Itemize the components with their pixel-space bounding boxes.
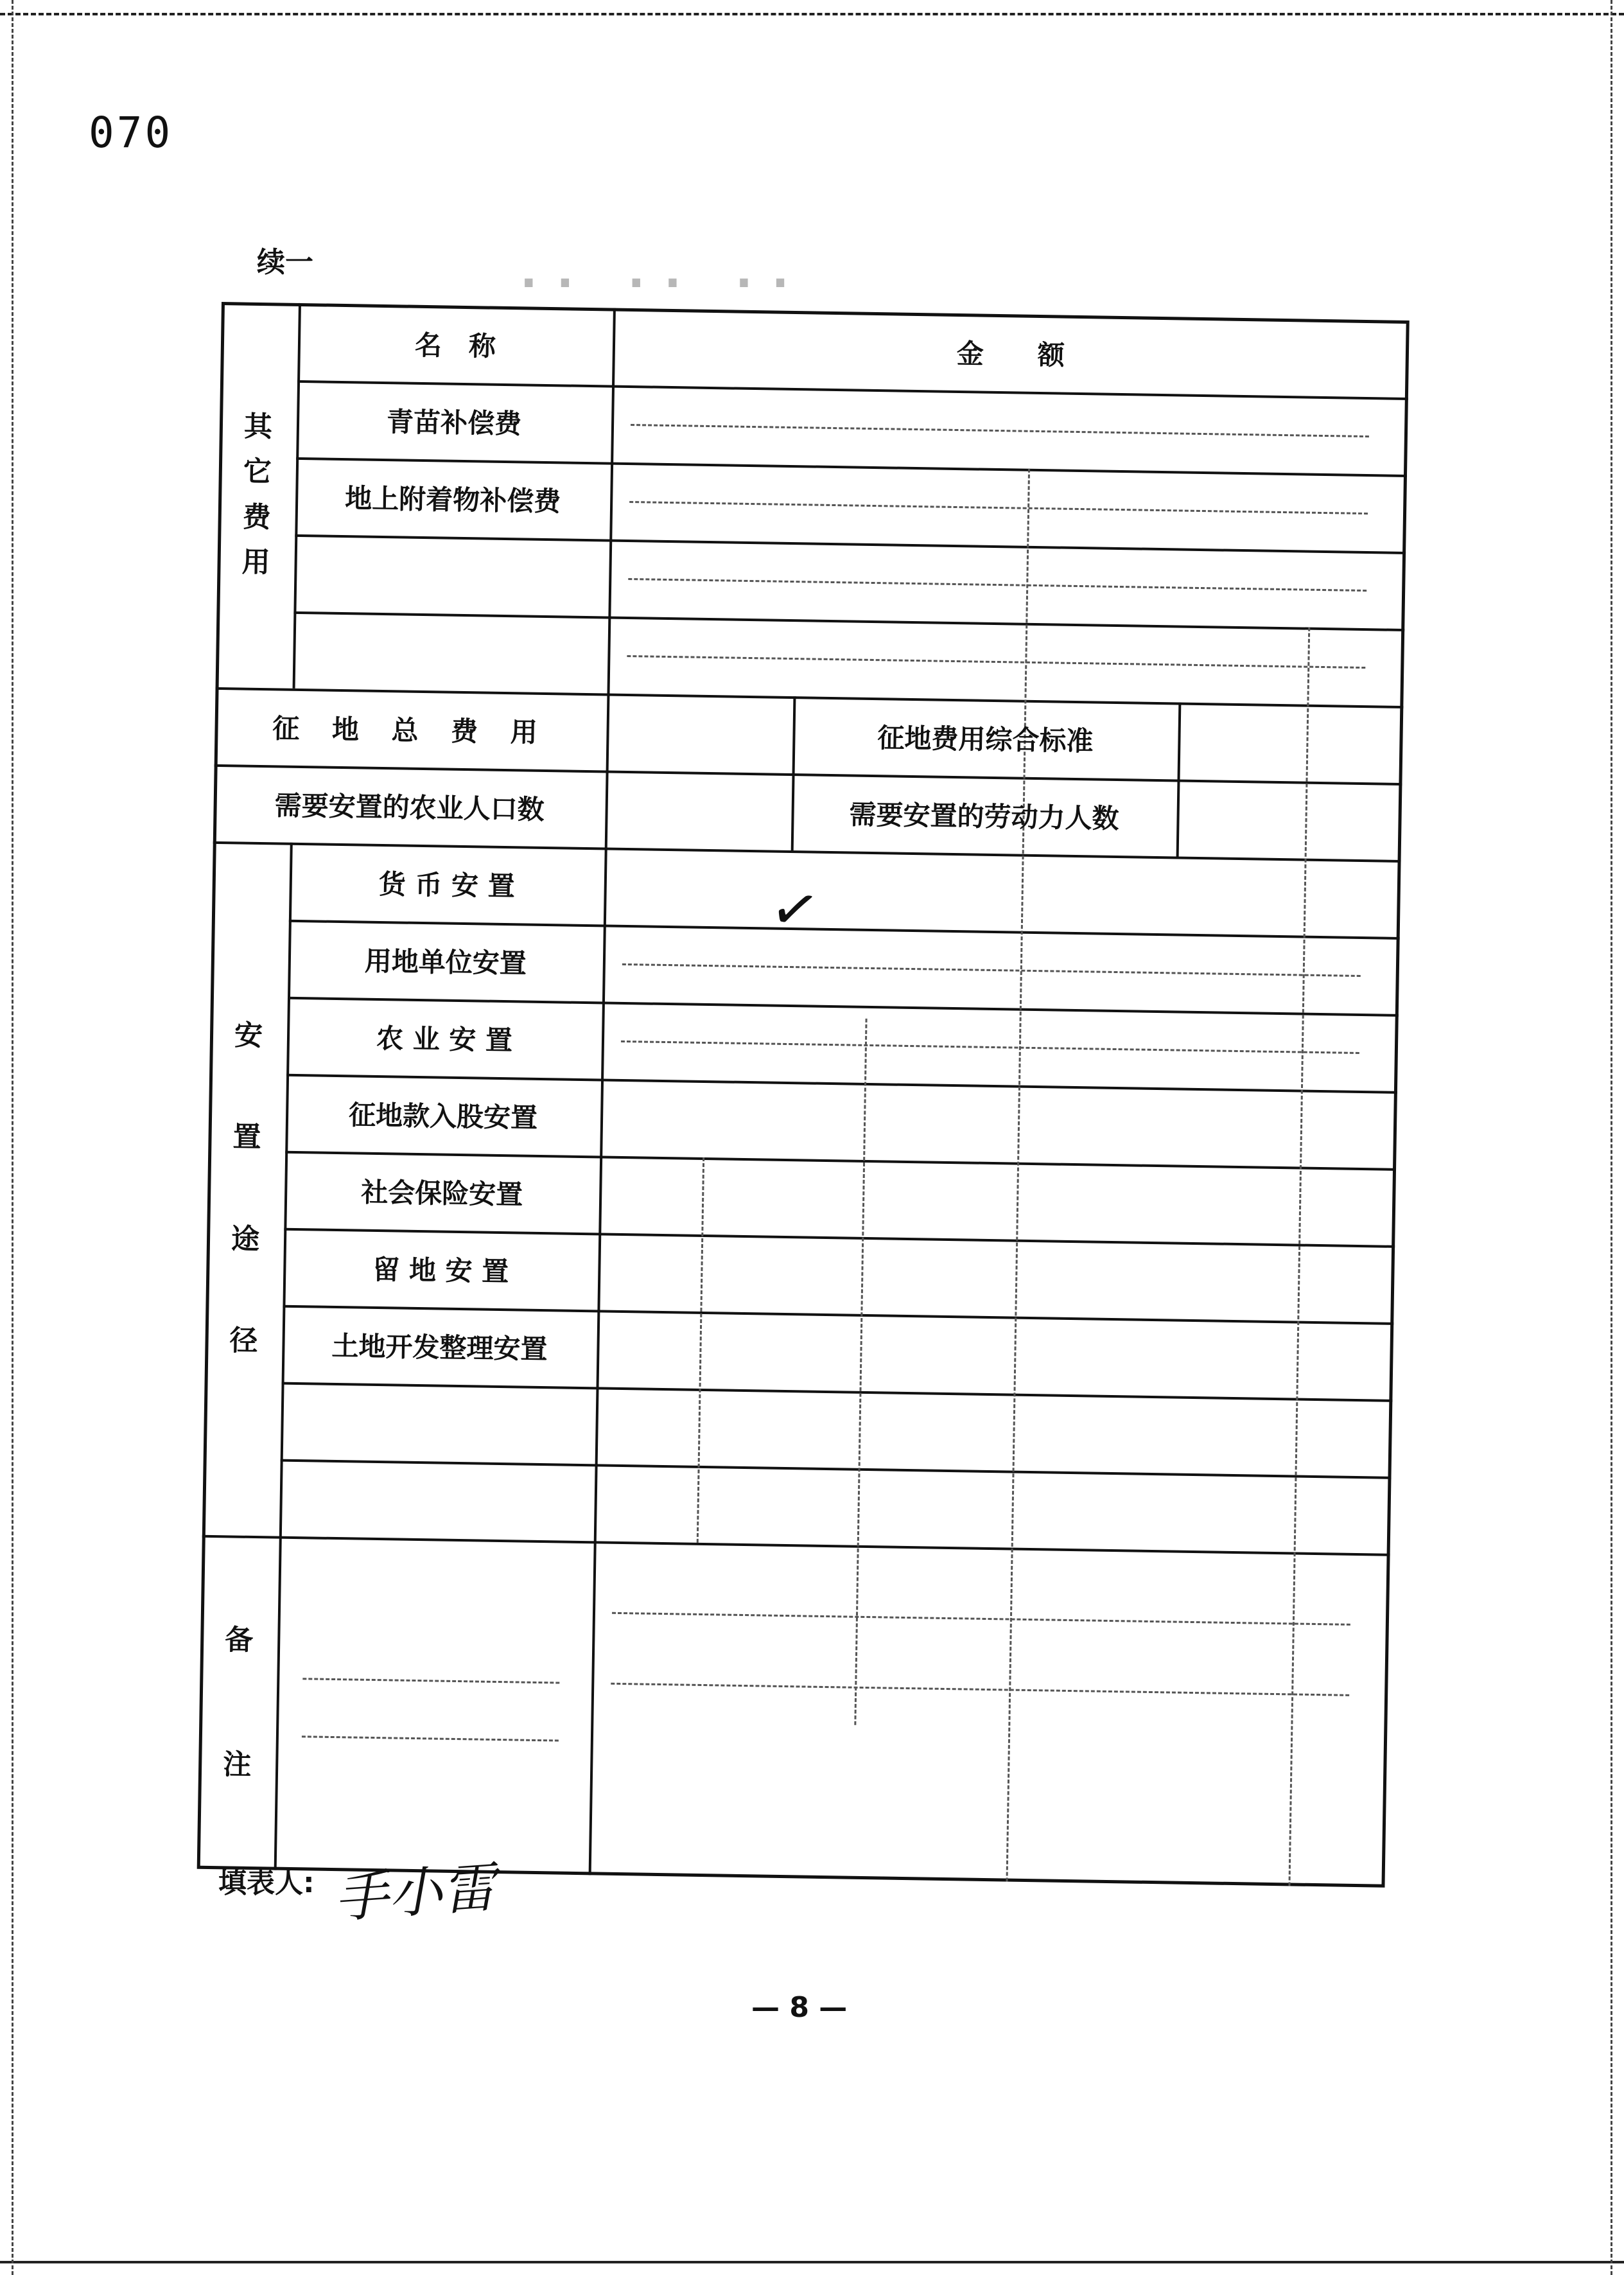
continuation-label: 续一	[257, 246, 313, 279]
total-cost-label: 征 地 总 费 用	[272, 712, 550, 749]
item-agriculture: 农 业 安 置	[376, 1022, 513, 1057]
checkmark-icon: ✓	[764, 872, 825, 948]
header-amount: 金 额	[956, 337, 1065, 371]
scan-border-top	[0, 13, 1624, 15]
item-employer: 用地单位安置	[364, 945, 527, 979]
faded-title-bleed: ·· ·· ··	[520, 257, 808, 310]
standard-label: 征地费用综合标准	[877, 722, 1094, 757]
section-resettlement: 安置途径	[229, 1019, 263, 1358]
scan-border-left	[12, 0, 13, 2275]
land-acquisition-form	[197, 302, 1410, 1888]
section-other-costs: 其它费用	[241, 410, 273, 579]
item-seedling-compensation: 青苗补偿费	[386, 406, 522, 440]
page-number: 070	[89, 108, 173, 157]
signature: 手小雷	[332, 1856, 498, 1930]
item-reserved-land: 留 地 安 置	[372, 1253, 509, 1288]
scan-border-right	[1611, 0, 1612, 2275]
agri-population-label: 需要安置的农业人口数	[274, 789, 545, 825]
item-equity: 征地款入股安置	[348, 1099, 538, 1134]
labor-count-label: 需要安置的劳动力人数	[849, 798, 1119, 835]
item-attachment-compensation: 地上附着物补偿费	[344, 482, 561, 518]
item-land-development: 土地开发整理安置	[331, 1330, 548, 1366]
page-footer: — 8 —	[751, 1991, 848, 2024]
item-social-insurance: 社会保险安置	[360, 1176, 523, 1211]
section-remarks: 备注	[222, 1623, 254, 1782]
scan-border-bottom	[0, 2261, 1624, 2263]
item-monetary: 货 币 安 置	[378, 868, 516, 902]
header-name: 名 称	[414, 329, 496, 362]
filler-label: 填表人:	[218, 1867, 315, 1899]
